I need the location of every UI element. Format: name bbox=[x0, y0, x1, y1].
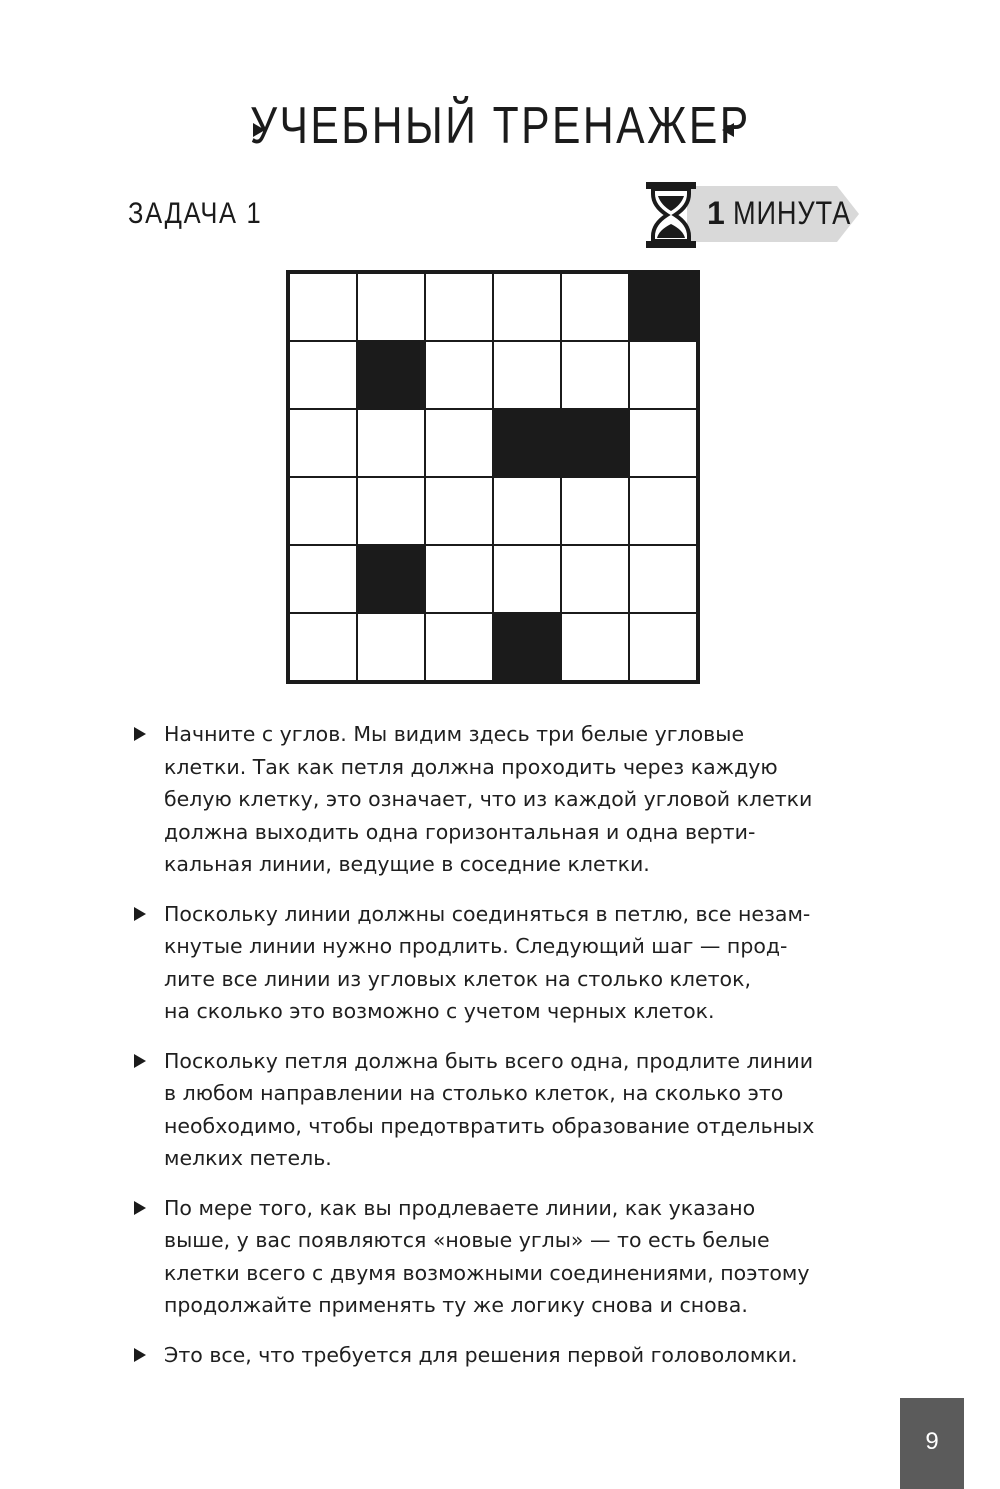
puzzle-cell-white bbox=[425, 341, 493, 409]
puzzle-cell-white bbox=[425, 613, 493, 681]
puzzle-cell-white bbox=[629, 477, 697, 545]
puzzle-cell-white bbox=[493, 341, 561, 409]
puzzle-cell-white bbox=[289, 545, 357, 613]
puzzle-cell-white bbox=[561, 545, 629, 613]
puzzle-cell-white bbox=[425, 545, 493, 613]
instruction-item bbox=[130, 1192, 870, 1322]
puzzle-cell-white bbox=[289, 613, 357, 681]
page-title: УЧЕБНЫЙ ТРЕНАЖЕР bbox=[249, 97, 751, 155]
instruction-item bbox=[130, 718, 870, 881]
task-label: ЗАДАЧА 1 bbox=[128, 197, 263, 230]
hourglass-icon bbox=[643, 180, 699, 250]
instruction-text: Это все, что требуется для решения первой головоломки. bbox=[164, 1342, 798, 1367]
puzzle-cell-black bbox=[493, 409, 561, 477]
instruction-item bbox=[130, 1045, 870, 1175]
puzzle-cell-white bbox=[289, 273, 357, 341]
puzzle-cell-white bbox=[493, 273, 561, 341]
page-number-tab bbox=[900, 1398, 964, 1489]
bullet-marker-icon bbox=[134, 727, 146, 741]
puzzle-cell-white bbox=[493, 545, 561, 613]
puzzle-cell-white bbox=[289, 477, 357, 545]
puzzle-cell-white bbox=[561, 273, 629, 341]
title-wrap bbox=[0, 96, 1000, 156]
puzzle-cell-white bbox=[629, 409, 697, 477]
puzzle-cell-white bbox=[289, 409, 357, 477]
instructions-list bbox=[130, 718, 870, 1388]
page-number: 9 bbox=[925, 1428, 939, 1455]
timer-amount: 1 bbox=[707, 195, 725, 231]
puzzle-cell-white bbox=[561, 613, 629, 681]
puzzle-cell-white bbox=[629, 341, 697, 409]
puzzle-cell-white bbox=[289, 341, 357, 409]
puzzle-cell-black bbox=[493, 613, 561, 681]
puzzle-cell-white bbox=[561, 341, 629, 409]
puzzle-cell-white bbox=[629, 613, 697, 681]
timer-unit: МИНУТА bbox=[732, 195, 851, 231]
puzzle-grid bbox=[286, 270, 700, 684]
puzzle-cell-white bbox=[357, 477, 425, 545]
timer-badge bbox=[687, 186, 859, 242]
instruction-text: Поскольку петля должна быть всего одна, продлите линии в любом направлении на столько клеток, на сколько это необходимо, чтобы предотвратить образование отдельных мелких петель. bbox=[164, 1048, 815, 1170]
puzzle-cell-black bbox=[357, 545, 425, 613]
bullet-marker-icon bbox=[134, 1054, 146, 1068]
puzzle-cell-black bbox=[629, 273, 697, 341]
puzzle-cell-white bbox=[357, 613, 425, 681]
puzzle-cell-white bbox=[629, 545, 697, 613]
instruction-text: Начните с углов. Мы видим здесь три белые угловые клетки. Так как петля должна проходить через каждую белую клетку, это означает, что из каждой угловой клетки должна выходить одна горизонтальная и одна верти- кальная линии, ведущие в соседние клетки. bbox=[164, 722, 813, 876]
bullet-marker-icon bbox=[134, 907, 146, 921]
puzzle-cell-white bbox=[425, 273, 493, 341]
bullet-marker-icon bbox=[134, 1348, 146, 1362]
bullet-marker-icon bbox=[134, 1201, 146, 1215]
puzzle-cell-white bbox=[357, 409, 425, 477]
puzzle-cell-white bbox=[425, 409, 493, 477]
puzzle-cell-white bbox=[425, 477, 493, 545]
instruction-text: Поскольку линии должны соединяться в петлю, все незам- кнутые линии нужно продлить. Следующий шаг — прод- лите все линии из угловых клеток на столько клеток, на сколько это возможно с учетом черных клеток. bbox=[164, 901, 811, 1023]
instruction-item bbox=[130, 1339, 870, 1372]
puzzle-cell-white bbox=[357, 273, 425, 341]
puzzle-cell-black bbox=[357, 341, 425, 409]
puzzle-cell-black bbox=[561, 409, 629, 477]
instruction-item bbox=[130, 898, 870, 1028]
title-right-marker bbox=[722, 123, 734, 137]
puzzle-cell-white bbox=[493, 477, 561, 545]
instruction-text: По мере того, как вы продлеваете линии, как указано выше, у вас появляются «новые углы» — то есть белые клетки всего с двумя возможными соединениями, поэтому продолжайте применять ту же логику снова и снова. bbox=[164, 1195, 810, 1317]
puzzle-cell-white bbox=[561, 477, 629, 545]
